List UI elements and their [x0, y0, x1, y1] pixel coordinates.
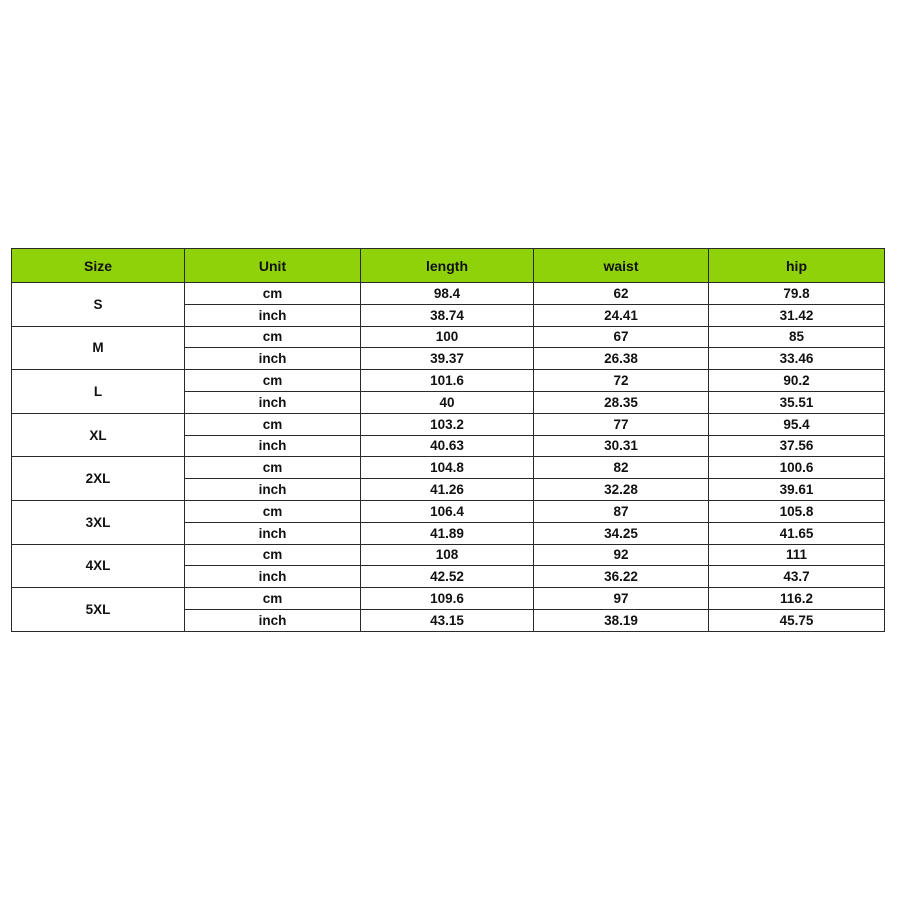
waist-cell: 30.31 [534, 435, 709, 457]
length-cell: 40 [361, 391, 534, 413]
unit-cell: cm [185, 500, 361, 522]
hip-cell: 33.46 [709, 348, 885, 370]
header-waist: waist [534, 249, 709, 283]
waist-cell: 67 [534, 326, 709, 348]
length-cell: 98.4 [361, 283, 534, 305]
table-row [12, 370, 885, 392]
hip-cell: 41.65 [709, 522, 885, 544]
table-row [12, 588, 885, 610]
unit-cell: cm [185, 326, 361, 348]
length-cell: 39.37 [361, 348, 534, 370]
hip-cell: 39.61 [709, 479, 885, 501]
length-cell: 106.4 [361, 500, 534, 522]
table-row [12, 413, 885, 435]
waist-cell: 36.22 [534, 566, 709, 588]
hip-cell: 100.6 [709, 457, 885, 479]
size-cell: M [12, 326, 185, 370]
hip-cell: 85 [709, 326, 885, 348]
unit-cell: cm [185, 283, 361, 305]
waist-cell: 92 [534, 544, 709, 566]
hip-cell: 31.42 [709, 304, 885, 326]
header-unit: Unit [185, 249, 361, 283]
table-body [12, 283, 885, 632]
waist-cell: 77 [534, 413, 709, 435]
table-row [12, 283, 885, 305]
length-cell: 103.2 [361, 413, 534, 435]
length-cell: 43.15 [361, 609, 534, 631]
length-cell: 100 [361, 326, 534, 348]
table-row [12, 544, 885, 566]
hip-cell: 95.4 [709, 413, 885, 435]
length-cell: 101.6 [361, 370, 534, 392]
size-cell: 4XL [12, 544, 185, 588]
length-cell: 109.6 [361, 588, 534, 610]
length-cell: 38.74 [361, 304, 534, 326]
unit-cell: cm [185, 457, 361, 479]
unit-cell: inch [185, 566, 361, 588]
hip-cell: 105.8 [709, 500, 885, 522]
unit-cell: cm [185, 588, 361, 610]
length-cell: 41.26 [361, 479, 534, 501]
unit-cell: inch [185, 348, 361, 370]
header-size: Size [12, 249, 185, 283]
header-hip: hip [709, 249, 885, 283]
hip-cell: 116.2 [709, 588, 885, 610]
hip-cell: 35.51 [709, 391, 885, 413]
length-cell: 40.63 [361, 435, 534, 457]
unit-cell: cm [185, 544, 361, 566]
unit-cell: inch [185, 609, 361, 631]
table-row [12, 500, 885, 522]
waist-cell: 32.28 [534, 479, 709, 501]
waist-cell: 38.19 [534, 609, 709, 631]
size-chart-table [11, 248, 885, 632]
size-cell: XL [12, 413, 185, 457]
length-cell: 108 [361, 544, 534, 566]
size-cell: 5XL [12, 588, 185, 632]
table-row [12, 326, 885, 348]
hip-cell: 43.7 [709, 566, 885, 588]
size-cell: L [12, 370, 185, 414]
length-cell: 41.89 [361, 522, 534, 544]
unit-cell: inch [185, 304, 361, 326]
unit-cell: inch [185, 522, 361, 544]
waist-cell: 26.38 [534, 348, 709, 370]
unit-cell: inch [185, 479, 361, 501]
hip-cell: 90.2 [709, 370, 885, 392]
waist-cell: 62 [534, 283, 709, 305]
waist-cell: 34.25 [534, 522, 709, 544]
hip-cell: 111 [709, 544, 885, 566]
length-cell: 104.8 [361, 457, 534, 479]
unit-cell: cm [185, 370, 361, 392]
hip-cell: 79.8 [709, 283, 885, 305]
waist-cell: 82 [534, 457, 709, 479]
unit-cell: inch [185, 435, 361, 457]
size-cell: 2XL [12, 457, 185, 501]
length-cell: 42.52 [361, 566, 534, 588]
unit-cell: inch [185, 391, 361, 413]
table-header [12, 249, 885, 283]
waist-cell: 97 [534, 588, 709, 610]
header-length: length [361, 249, 534, 283]
size-cell: S [12, 283, 185, 327]
header-row [12, 249, 885, 283]
waist-cell: 24.41 [534, 304, 709, 326]
size-cell: 3XL [12, 500, 185, 544]
hip-cell: 45.75 [709, 609, 885, 631]
waist-cell: 28.35 [534, 391, 709, 413]
unit-cell: cm [185, 413, 361, 435]
waist-cell: 72 [534, 370, 709, 392]
table-row [12, 457, 885, 479]
waist-cell: 87 [534, 500, 709, 522]
hip-cell: 37.56 [709, 435, 885, 457]
